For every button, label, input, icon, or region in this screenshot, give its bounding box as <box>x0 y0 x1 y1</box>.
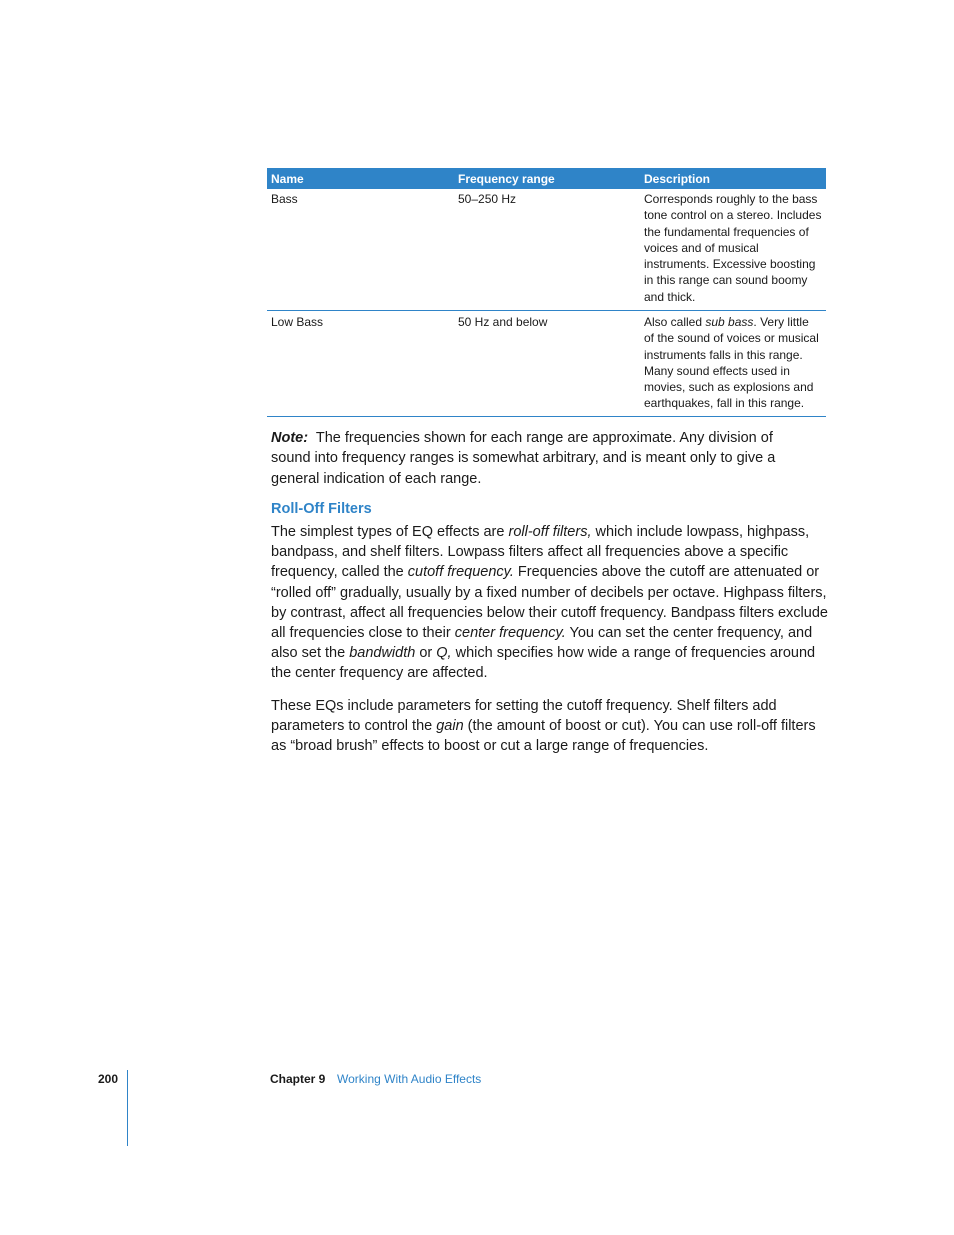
cell-range: 50 Hz and below <box>454 311 640 417</box>
note-text: The frequencies shown for each range are approximate. Any division of sound into frequency ranges is somewhat arbitrary, and is meant only to give a general indication of each range. <box>271 430 776 487</box>
table-row <box>267 189 826 311</box>
cell-description: Corresponds roughly to the bass tone control on a stereo. Includes the fundamental frequencies of voices and of musical instruments. Excessive boosting in this range can sound boomy and thick. <box>640 189 826 311</box>
paragraph-text: Frequencies above the cutoff are attenuated or “rolled off” gradually, usually by a fixed number of decibels per octave. Highpass filters, by contrast, affect all frequencies below their cutoff frequency. Bandpass filters exclude all frequencies close to their <box>271 564 828 642</box>
italic-term: gain <box>436 718 464 735</box>
paragraph-text: or <box>415 645 437 662</box>
paragraph-text: These EQs include parameters for setting the cutoff frequency. Shelf filters add parameters to control the <box>271 698 777 735</box>
body-paragraph <box>271 522 829 684</box>
cell-name: Low Bass <box>267 311 454 417</box>
cell-name: Bass <box>267 189 454 311</box>
table-header-row <box>267 168 826 189</box>
cell-description <box>640 311 826 417</box>
page-number: 200 <box>98 1072 119 1086</box>
footer-divider <box>127 1070 128 1146</box>
frequency-range-table <box>267 168 826 417</box>
header-frequency-range: Frequency range <box>454 168 640 189</box>
note-label: Note: <box>271 430 309 446</box>
description-text: Also called <box>644 315 706 329</box>
paragraph-text: (the amount of boost or cut). You can use roll-off filters as “broad brush” effects to boost or cut a large range of frequencies. <box>271 718 816 755</box>
italic-term: bandwidth <box>349 645 416 662</box>
section-heading: Roll-Off Filters <box>271 501 372 517</box>
cell-range: 50–250 Hz <box>454 189 640 311</box>
paragraph-text: which include lowpass, highpass, bandpass, and shelf filters. Lowpass filters affect all frequencies above a specific frequency, called the <box>271 524 810 581</box>
paragraph-text: The simplest types of EQ effects are <box>271 524 509 540</box>
table-row <box>267 311 826 417</box>
italic-term: cutoff frequency. <box>407 564 514 581</box>
chapter-title-link[interactable]: Working With Audio Effects <box>337 1072 482 1086</box>
paragraph-text: which specifies how wide a range of frequencies around the center frequency are affected. <box>271 645 816 682</box>
chapter-label: Chapter 9 <box>270 1072 326 1086</box>
italic-term: roll-off filters, <box>508 524 592 540</box>
italic-term: center frequency. <box>454 625 566 642</box>
paragraph-text: You can set the center frequency, and also set the <box>271 625 813 662</box>
body-paragraph <box>271 696 829 757</box>
italic-term: Q, <box>436 645 452 662</box>
header-description: Description <box>640 168 826 189</box>
description-text: . Very little of the sound of voices or musical instruments falls in this range. Many sound effects used in movies, such as explosions and earthquakes, fall in this range. <box>644 315 819 411</box>
header-name: Name <box>267 168 454 189</box>
description-italic-term: sub bass <box>705 315 754 329</box>
note-paragraph <box>271 428 816 489</box>
